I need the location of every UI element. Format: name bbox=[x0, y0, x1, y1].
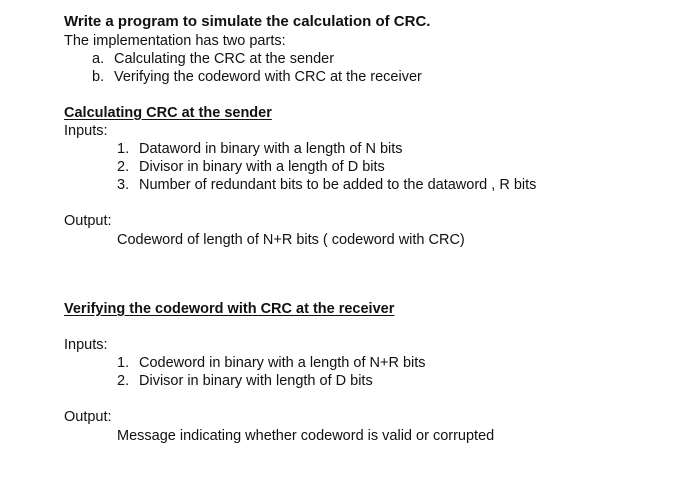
list-text: Dataword in binary with a length of N bits bbox=[139, 141, 403, 157]
receiver-output-text: Message indicating whether codeword is valid or corrupted bbox=[117, 428, 495, 444]
sender-input-item bbox=[117, 158, 385, 176]
list-marker: 1. bbox=[117, 355, 130, 371]
list-marker: 2. bbox=[117, 373, 130, 389]
list-text: Codeword in binary with a length of N+R bits bbox=[139, 355, 426, 371]
sender-output-text: Codeword of length of N+R bits ( codeword with CRC) bbox=[117, 232, 465, 248]
receiver-input-item bbox=[117, 372, 373, 390]
part-item-b bbox=[92, 68, 422, 86]
receiver-output-label: Output: bbox=[64, 409, 112, 425]
list-text: Divisor in binary with a length of D bits bbox=[139, 159, 385, 175]
part-marker: a. bbox=[92, 51, 105, 67]
part-marker: b. bbox=[92, 69, 105, 85]
part-item-a bbox=[92, 50, 334, 68]
sender-output-label: Output: bbox=[64, 213, 112, 229]
list-marker: 2. bbox=[117, 159, 130, 175]
sender-heading: Calculating CRC at the sender bbox=[64, 105, 272, 121]
sender-inputs-label: Inputs: bbox=[64, 123, 108, 139]
list-marker: 1. bbox=[117, 141, 130, 157]
sender-input-item bbox=[117, 140, 403, 158]
document-title: Write a program to simulate the calculation of CRC. bbox=[64, 13, 431, 30]
receiver-input-item bbox=[117, 354, 426, 372]
list-marker: 3. bbox=[117, 177, 130, 193]
list-text: Number of redundant bits to be added to the dataword , R bits bbox=[139, 177, 537, 193]
sender-input-item bbox=[117, 176, 536, 194]
receiver-inputs-label: Inputs: bbox=[64, 337, 108, 353]
part-text: Verifying the codeword with CRC at the receiver bbox=[114, 69, 422, 85]
intro-description: The implementation has two parts: bbox=[64, 33, 286, 49]
part-text: Calculating the CRC at the sender bbox=[114, 51, 335, 67]
receiver-heading: Verifying the codeword with CRC at the receiver bbox=[64, 301, 395, 317]
list-text: Divisor in binary with length of D bits bbox=[139, 373, 373, 389]
